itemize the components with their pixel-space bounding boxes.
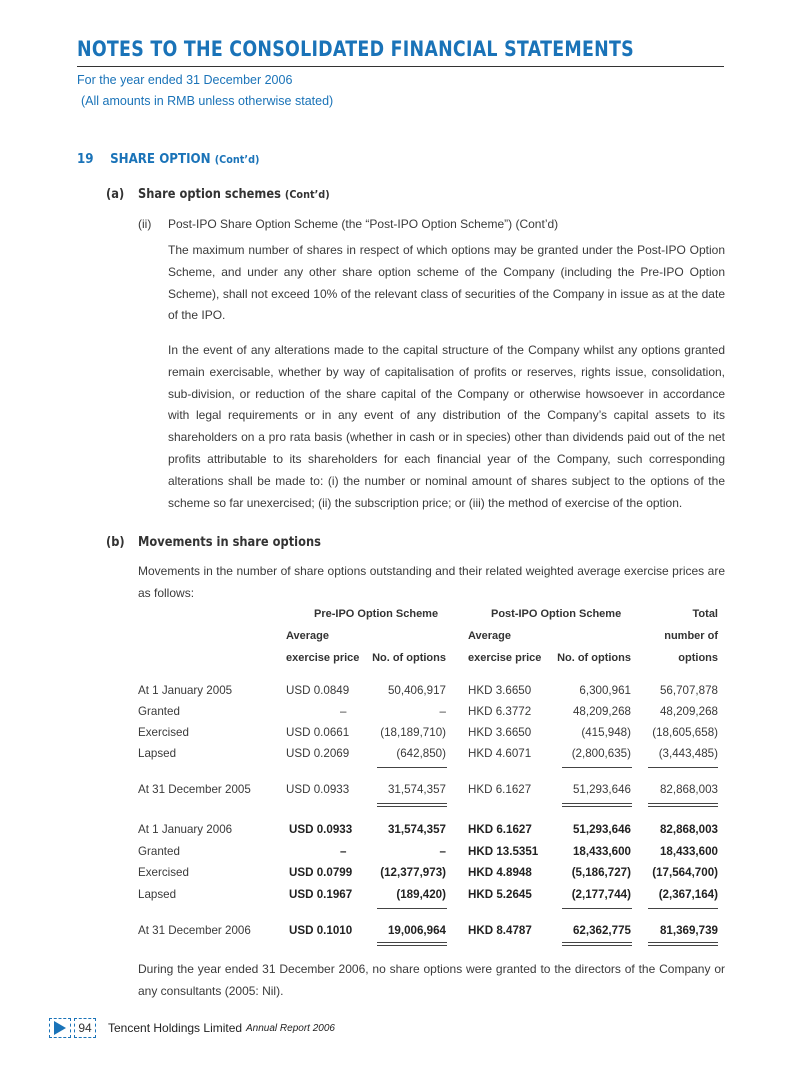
post-price-cell: HKD 5.2645	[468, 888, 532, 901]
total-double-rule	[377, 942, 447, 943]
post-num-cell: 6,300,961	[579, 684, 631, 697]
post-num-cell: (2,800,635)	[571, 747, 631, 760]
total-double-rule	[377, 945, 447, 946]
pre-price-cell: –	[340, 845, 347, 858]
pre-num-cell: (189,420)	[396, 888, 446, 901]
total-cell: (17,564,700)	[652, 866, 718, 879]
header-post-price: exercise price	[468, 652, 542, 664]
post-price-cell: HKD 6.3772	[468, 705, 532, 718]
total-cell: 82,868,003	[659, 823, 718, 836]
total-cell: (2,367,164)	[658, 888, 718, 901]
pre-price-cell: USD 0.0799	[289, 866, 353, 879]
total-cell: 18,433,600	[659, 845, 718, 858]
section-number: 19	[77, 151, 94, 167]
header-pre-avg: Average	[286, 630, 330, 642]
paragraph-alterations: In the event of any alterations made to the capital structure of the Company whilst any options granted remain exercisable, whether by way of capitalisation of profits or reserves, rights issue, consolidation, sub-division, or reduction of the share capital of the Company or otherwise howsoever in accordance with legal requirements or in any event of any distribution of the Company’s capital assets to its shareholders on a pro rata basis (whether in cash or in species) other than dividends paid out of the net profits attributable to its shareholders for each financial year of the Company, such corresponding alterations shall be made to: (i) the number or nominal amount of shares subject to the options of the scheme so far unexercised; (ii) the subscription price; or (iii) the method of exercise of the option.	[168, 343, 725, 510]
pre-price-cell: USD 0.0933	[286, 783, 350, 796]
total-cell: 82,868,003	[659, 783, 718, 796]
header-post-ipo: Post-IPO Option Scheme	[491, 608, 622, 620]
header-total-2: number of	[664, 630, 718, 642]
post-price-cell: HKD 3.6650	[468, 726, 532, 739]
directors-footnote: During the year ended 31 December 2006, no share options were granted to the directors of the Company or any consultants (2005: Nil).	[138, 962, 725, 998]
post-price-cell: HKD 6.1627	[468, 783, 532, 796]
row-label: Exercised	[138, 866, 189, 879]
sub-b-label: (b)	[106, 535, 125, 550]
pre-price-cell: USD 0.2069	[286, 747, 350, 760]
pre-num-cell: (12,377,973)	[380, 866, 446, 879]
currency-note: (All amounts in RMB unless otherwise stated)	[81, 94, 334, 108]
pre-price-cell: USD 0.0849	[286, 684, 350, 697]
row-label: Lapsed	[138, 888, 177, 901]
pre-num-cell: –	[439, 705, 446, 718]
header-total-1: Total	[692, 608, 718, 620]
sub-a-label: (a)	[106, 187, 125, 202]
subtotal-rule	[377, 908, 447, 909]
post-num-cell: 62,362,775	[572, 924, 631, 937]
subtotal-rule	[562, 908, 632, 909]
section-title: SHARE OPTION	[110, 151, 211, 167]
total-double-rule	[562, 945, 632, 946]
pre-num-cell: 50,406,917	[387, 684, 446, 697]
row-label: Granted	[138, 845, 180, 858]
movements-intro: Movements in the number of share options outstanding and their related weighted average exercise prices are as follows:	[138, 564, 725, 600]
sub-b-title: Movements in share options	[138, 535, 321, 550]
item-ii-title: Post-IPO Share Option Scheme (the “Post-IPO Option Scheme”) (Cont’d)	[168, 217, 559, 231]
row-label: At 1 January 2006	[138, 823, 233, 836]
row-label: Exercised	[138, 726, 189, 739]
pre-num-cell: –	[439, 845, 446, 858]
footer-report: Annual Report 2006	[246, 1023, 335, 1034]
pre-price-cell: USD 0.0933	[289, 823, 353, 836]
header-post-avg: Average	[468, 630, 512, 642]
pre-num-cell: (18,189,710)	[380, 726, 446, 739]
row-label: At 31 December 2006	[138, 924, 251, 937]
row-label: At 31 December 2005	[138, 783, 251, 796]
footer-company: Tencent Holdings Limited	[108, 1021, 243, 1035]
subtotal-rule	[377, 767, 447, 768]
total-double-rule	[648, 942, 718, 943]
subtotal-rule	[562, 767, 632, 768]
total-cell: (3,443,485)	[658, 747, 718, 760]
pre-num-cell: (642,850)	[396, 747, 446, 760]
post-num-cell: (415,948)	[581, 726, 631, 739]
pre-price-dash: –	[340, 705, 347, 718]
total-cell: 56,707,878	[659, 684, 718, 697]
row-label: Lapsed	[138, 747, 177, 760]
post-num-cell: 48,209,268	[572, 705, 631, 718]
sub-a-cont: (Cont’d)	[284, 188, 330, 201]
header-total-3: options	[678, 652, 718, 664]
header-pre-price: exercise price	[286, 652, 360, 664]
total-double-rule	[562, 806, 632, 807]
subtotal-rule	[648, 767, 718, 768]
row-label: At 1 January 2005	[138, 684, 233, 697]
pre-price-cell: USD 0.1967	[289, 888, 353, 901]
total-cell: 81,369,739	[659, 924, 718, 937]
total-double-rule	[648, 803, 718, 804]
header-post-num: No. of options	[557, 652, 631, 664]
total-double-rule	[562, 942, 632, 943]
post-num-cell: 18,433,600	[572, 845, 631, 858]
section-cont: (Cont’d)	[214, 153, 260, 166]
post-price-cell: HKD 3.6650	[468, 684, 532, 697]
total-double-rule	[562, 803, 632, 804]
post-price-cell: HKD 4.8948	[468, 866, 532, 879]
post-price-cell: HKD 6.1627	[468, 823, 532, 836]
pre-num-cell: 31,574,357	[387, 823, 446, 836]
page-number: 94	[74, 1018, 96, 1038]
subtotal-rule	[648, 908, 718, 909]
post-price-cell: HKD 4.6071	[468, 747, 532, 760]
total-double-rule	[377, 803, 447, 804]
row-label: Granted	[138, 705, 180, 718]
header-pre-ipo: Pre-IPO Option Scheme	[314, 608, 439, 620]
item-ii-label: (ii)	[138, 217, 152, 231]
post-num-cell: 51,293,646	[572, 783, 631, 796]
pre-num-cell: 19,006,964	[387, 924, 446, 937]
paragraph-max-shares: The maximum number of shares in respect of which options may be granted under the Post-IPO Option Scheme, and under any other share option scheme of the Company (including the Pre-IPO Option Scheme), shall not exceed 10% of the relevant class of securities of the Company in issue as at the date of the IPO.	[168, 243, 725, 323]
post-num-cell: (2,177,744)	[571, 888, 631, 901]
period-subtitle: For the year ended 31 December 2006	[77, 73, 293, 87]
total-cell: (18,605,658)	[652, 726, 718, 739]
play-arrow-icon	[49, 1018, 71, 1038]
total-double-rule	[377, 806, 447, 807]
post-num-cell: (5,186,727)	[571, 866, 631, 879]
pre-price-cell: USD 0.0661	[286, 726, 350, 739]
header-pre-num: No. of options	[372, 652, 446, 664]
post-num-cell: 51,293,646	[572, 823, 631, 836]
post-price-cell: HKD 8.4787	[468, 924, 532, 937]
total-double-rule	[648, 945, 718, 946]
page-title: NOTES TO THE CONSOLIDATED FINANCIAL STATEMENTS	[77, 37, 634, 61]
total-double-rule	[648, 806, 718, 807]
total-cell: 48,209,268	[659, 705, 718, 718]
pre-num-cell: 31,574,357	[387, 783, 446, 796]
post-price-cell: HKD 13.5351	[468, 845, 539, 858]
pre-price-cell: USD 0.1010	[289, 924, 353, 937]
sub-a-title: Share option schemes	[138, 187, 281, 202]
